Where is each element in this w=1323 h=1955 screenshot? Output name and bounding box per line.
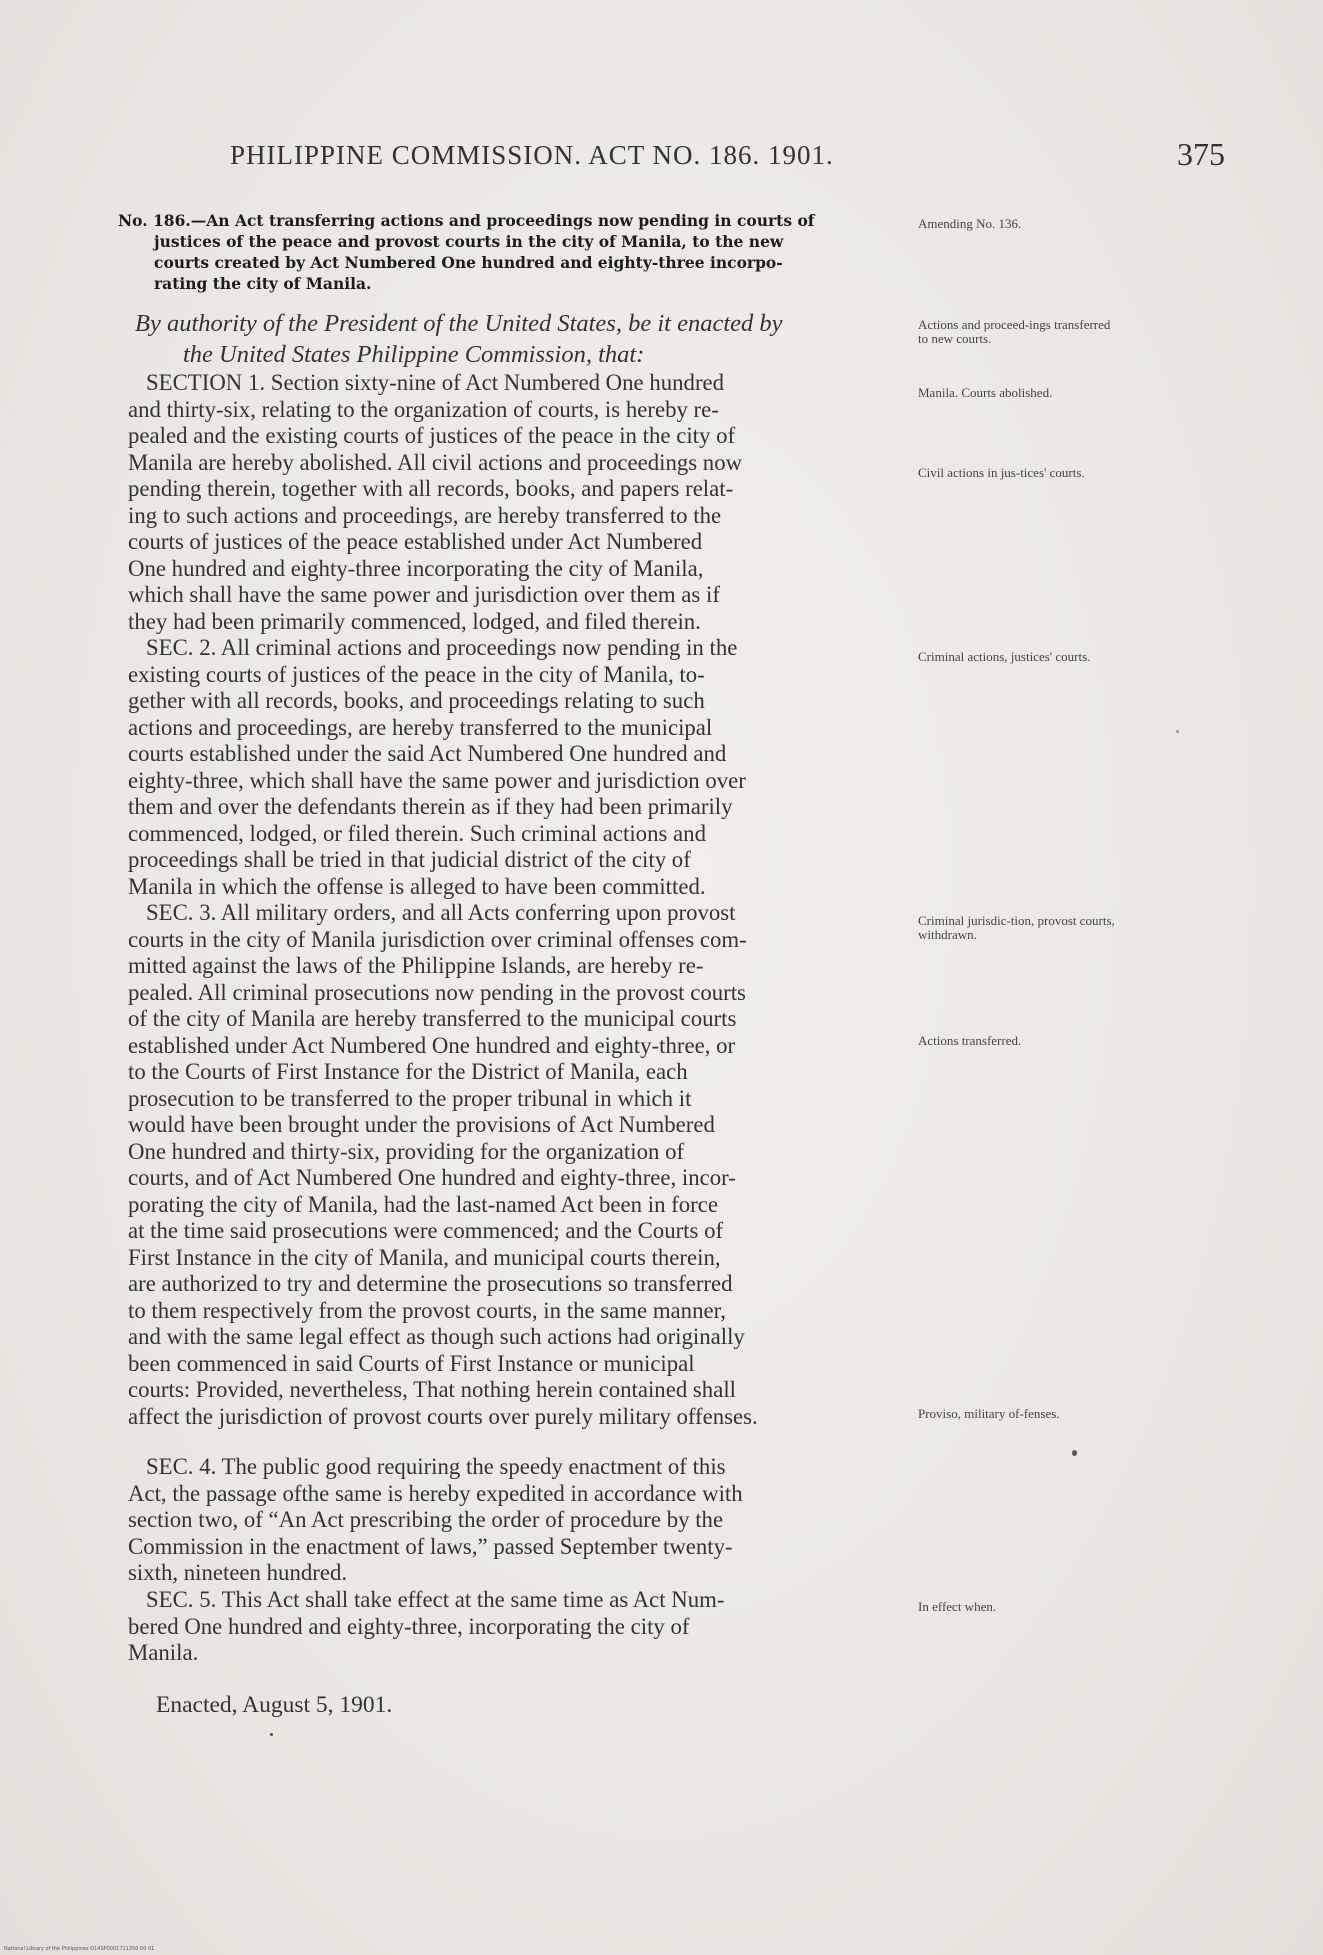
scan-speck: [1072, 1450, 1077, 1456]
section-line: porating the city of Manila, had the last-named Act been in force: [128, 1191, 718, 1217]
section-line: One hundred and eighty-three incorporating the city of Manila,: [128, 555, 704, 581]
margin-note-civil-actions: Civil actions in jus-tices' courts.: [918, 465, 1085, 480]
section-line: them and over the defendants therein as if they had been primarily: [128, 794, 733, 819]
margin-note-in-effect: In effect when.: [918, 1599, 997, 1614]
section-line: Manila in which the offense is alleged to have been committed.: [128, 873, 706, 899]
section-line: at the time said prosecutions were commenced; and the Courts of: [128, 1218, 724, 1243]
section-line: been commenced in said Courts of First Instance or municipal: [128, 1350, 695, 1376]
section-line: Manila.: [128, 1640, 199, 1665]
enacting-clause: [135, 308, 915, 370]
section-label: SEC. 4.: [146, 1454, 217, 1479]
section-line: to them respectively from the provost courts, in the same manner,: [128, 1297, 726, 1323]
section-line: One hundred and thirty-six, providing for the organization of: [128, 1138, 685, 1164]
section-first-line: [128, 1454, 908, 1481]
section-line: courts of justices of the peace established under Act Numbered: [128, 529, 703, 554]
section-line: gether with all records, books, and proceedings relating to such: [128, 688, 705, 713]
section-line: to the Courts of First Instance for the District of Manila, each: [128, 1059, 688, 1084]
section-first-line: [128, 635, 908, 662]
section-line: proceedings shall be tried in that judicial district of the city of: [128, 847, 691, 872]
section-line: pealed and the existing courts of justices of the peace in the city of: [128, 423, 736, 448]
section-line: pealed. All criminal prosecutions now pending in the provost courts: [128, 979, 746, 1005]
act-title-line: rating the city of Manila.: [154, 274, 372, 293]
margin-note-criminal-actions: Criminal actions, justices' courts.: [918, 649, 1091, 664]
margin-note-proviso: Proviso, military of-fenses.: [918, 1406, 1060, 1421]
section-line: Commission in the enactment of laws,” passed September twenty-: [128, 1533, 733, 1559]
section-first-line: [128, 1587, 908, 1614]
section-line: sixth, nineteen hundred.: [128, 1560, 348, 1585]
enacted-text: Enacted, August 5, 1901.: [156, 1692, 393, 1718]
section-text: The public good requiring the speedy enactment of this: [221, 1454, 726, 1479]
act-title-line: justices of the peace and provost courts in the city of Manila, to the new: [154, 232, 784, 251]
section-line: Manila are hereby abolished. All civil actions and proceedings now: [128, 449, 743, 475]
section-label: SEC. 3.: [146, 900, 217, 925]
running-title: PHILIPPINE COMMISSION. ACT NO. 186. 1901.: [230, 140, 834, 170]
section-1: [128, 370, 908, 635]
section-label: SEC. 2.: [146, 635, 217, 660]
section-line: existing courts of justices of the peace in the city of Manila, to-: [128, 661, 705, 687]
act-title-line: No. 186.—An Act transferring actions and proceedings now pending in courts of: [118, 211, 815, 230]
section-text: All criminal actions and proceedings now pending in the: [220, 635, 738, 660]
enacting-line: the United States Philippine Commission, that:: [183, 341, 645, 368]
section-text: Section sixty-nine of Act Numbered One hundred: [270, 370, 725, 395]
scan-footer-stamp: National Library of the Philippines D14SP0001711350 00 01: [4, 1946, 155, 1952]
section-5: [128, 1587, 908, 1667]
section-line: affect the jurisdiction of provost courts over purely military offenses.: [128, 1403, 758, 1429]
section-line: bered One hundred and eighty-three, incorporating the city of: [128, 1613, 690, 1639]
section-text: This Act shall take effect at the same time as Act Num-: [221, 1587, 725, 1612]
margin-note-criminal-jurisdiction: Criminal jurisdic-tion, provost courts, withdrawn.: [918, 913, 1115, 942]
running-header: [230, 140, 834, 171]
scan-speck: [270, 1733, 273, 1736]
section-line: actions and proceedings, are hereby transferred to the municipal: [128, 714, 713, 740]
section-line: courts: Provided, nevertheless, That nothing herein contained shall: [128, 1377, 736, 1402]
section-line: are authorized to try and determine the prosecutions so transferred: [128, 1271, 733, 1296]
section-line: mitted against the laws of the Philippine Islands, are hereby re-: [128, 953, 704, 978]
section-line: section two, of “An Act prescribing the order of procedure by the: [128, 1507, 724, 1532]
page-number: 375: [1177, 136, 1225, 172]
section-line: ing to such actions and proceedings, are hereby transferred to the: [128, 502, 722, 528]
section-text: All military orders, and all Acts conferring upon provost: [220, 900, 736, 925]
section-line: commenced, lodged, or filed therein. Such criminal actions and: [128, 820, 706, 846]
section-line: courts in the city of Manila jurisdiction over criminal offenses com-: [128, 926, 747, 952]
section-line: and thirty-six, relating to the organization of courts, is hereby re-: [128, 396, 719, 422]
section-3: [128, 900, 908, 1430]
section-line: and with the same legal effect as though such actions had originally: [128, 1324, 745, 1349]
section-4: [128, 1454, 908, 1587]
section-line: established under Act Numbered One hundred and eighty-three, or: [128, 1032, 736, 1058]
section-line: prosecution to be transferred to the proper tribunal in which it: [128, 1085, 692, 1111]
section-line: of the city of Manila are hereby transferred to the municipal courts: [128, 1006, 737, 1031]
section-first-line: [128, 370, 908, 397]
section-line: courts established under the said Act Numbered One hundred and: [128, 741, 727, 766]
act-title-line: courts created by Act Numbered One hundred and eighty-three incorpo-: [154, 253, 783, 272]
section-label: SEC. 5.: [146, 1587, 217, 1612]
section-2: [128, 635, 908, 900]
margin-note-amending: Amending No. 136.: [918, 216, 1022, 231]
section-line: which shall have the same power and jurisdiction over them as if: [128, 582, 720, 607]
margin-note-actions-transferred-2: Actions transferred.: [918, 1033, 1022, 1048]
section-line: they had been primarily commenced, lodged, and filed therein.: [128, 608, 701, 634]
scan-speck: [1176, 730, 1179, 733]
section-line: would have been brought under the provisions of Act Numbered: [128, 1112, 715, 1137]
margin-note-courts-abolished: Manila. Courts abolished.: [918, 385, 1053, 400]
section-line: pending therein, together with all records, books, and papers relat-: [128, 476, 734, 501]
margin-note-actions-transferred: Actions and proceed-ings transferred to new courts.: [918, 317, 1111, 346]
act-title: [118, 210, 918, 294]
enacting-line: By authority of the President of the United States, be it enacted by: [135, 310, 783, 337]
section-line: First Instance in the city of Manila, and municipal courts therein,: [128, 1244, 721, 1270]
section-first-line: [128, 900, 908, 927]
section-line: courts, and of Act Numbered One hundred and eighty-three, incor-: [128, 1165, 736, 1190]
section-line: eighty-three, which shall have the same power and jurisdiction over: [128, 767, 746, 793]
section-label: SECTION 1.: [146, 370, 266, 395]
section-line: Act, the passage ofthe same is hereby expedited in accordance with: [128, 1480, 743, 1506]
enacted-date: [128, 1692, 936, 1719]
